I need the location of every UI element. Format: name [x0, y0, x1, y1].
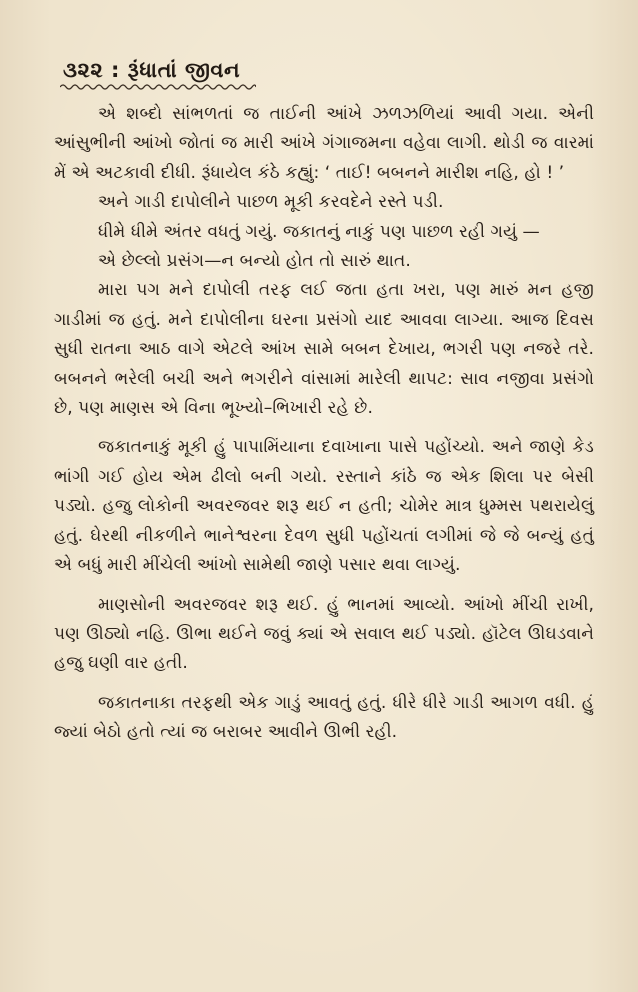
paragraph: અને ગાડી દાપોલીને પાછળ મૂકી કરવદેને રસ્તે પડી.	[98, 192, 444, 213]
paragraph: જકાતનાકું મૂકી હું પાપામિંયાના દવાખાના પાસે પહોંચ્યો. અને જાણે કેડ ભાંગી ગઈ હોય એમ ઢીલો બની ગયો. રસ્તાને કાંઠે જ એક શિલા પર બેસી પડ્યો. હજુ લોકોની અવરજવર શરૂ થઈ ન હતી; ચોમેર માત્ર ધુમ્મસ પથરાયેલું હતું. ઘેરથી નીકળીને ભાનેશ્વરના દેવળ સુધી પહોંચતાં લગીમાં જે જે બન્યું હતું એ બધું મારી મીંચેલી આંખો સામેથી જાણે પસાર થવા લાગ્યું.	[54, 437, 594, 576]
paragraph: એ શબ્દો સાંભળતાં જ તાઈની આંખે ઝળઝળિયાં આવી ગયા. એની આંસુભીની આંખો જોતાં જ મારી આંખે ગંગાજમના વહેવા લાગી. થોડી જ વારમાં મેં એ અટકાવી દીધી. રૂંધાયેલ કંઠે કહ્યું: ‘ તાઈ! બબનને મારીશ નહિ, હો ! ’	[54, 104, 594, 183]
paragraph: માણસોની અવરજવર શરૂ થઈ. હું ભાનમાં આવ્યો. આંખો મીંચી રાખી, પણ ઊઠ્યો નહિ. ઊભા થઈને જવું ક્યાં એ સવાલ થઈ પડ્યો. હૉટેલ ઊઘડવાને હજુ ઘણી વાર હતી.	[54, 594, 594, 674]
running-head: ૩૨૨ : રૂંધાતાં જીવન	[63, 58, 241, 82]
body-text	[54, 100, 594, 748]
decorative-wavy-rule	[60, 82, 256, 92]
paragraph: જકાતનાકા તરફથી એક ગાડું આવતું હતું. ધીરે ધીરે ગાડી આગળ વધી. હું જ્યાં બેઠો હતો ત્યાં જ બરાબર આવીને ઊભી રહી.	[54, 692, 594, 743]
paragraph: એ છેલ્લો પ્રસંગ—ન બન્યો હોત તો સારું થાત.	[98, 251, 411, 272]
paragraph: ધીમે ધીમે અંતર વધતું ગયું. જકાતનું નાકું પણ પાછળ રહી ગયું —	[98, 221, 540, 242]
paragraph: મારા પગ મને દાપોલી તરફ લઈ જતા હતા ખરા, પણ મારું મન હજી ગાડીમાં જ હતું. મને દાપોલીના ઘરના પ્રસંગો યાદ આવવા લાગ્યા. આજ દિવસ સુધી રાતના આઠ વાગે એટલે આંખ સામે બબન દેખાય, ભગરી પણ નજરે તરે. બબનને ભરેલી બચી અને ભગરીને વાંસામાં મારેલી થાપટ: સાવ નજીવા પ્રસંગો છે, પણ માણસ એ વિના ભૂખ્યો–ભિખારી રહે છે.	[54, 280, 594, 419]
